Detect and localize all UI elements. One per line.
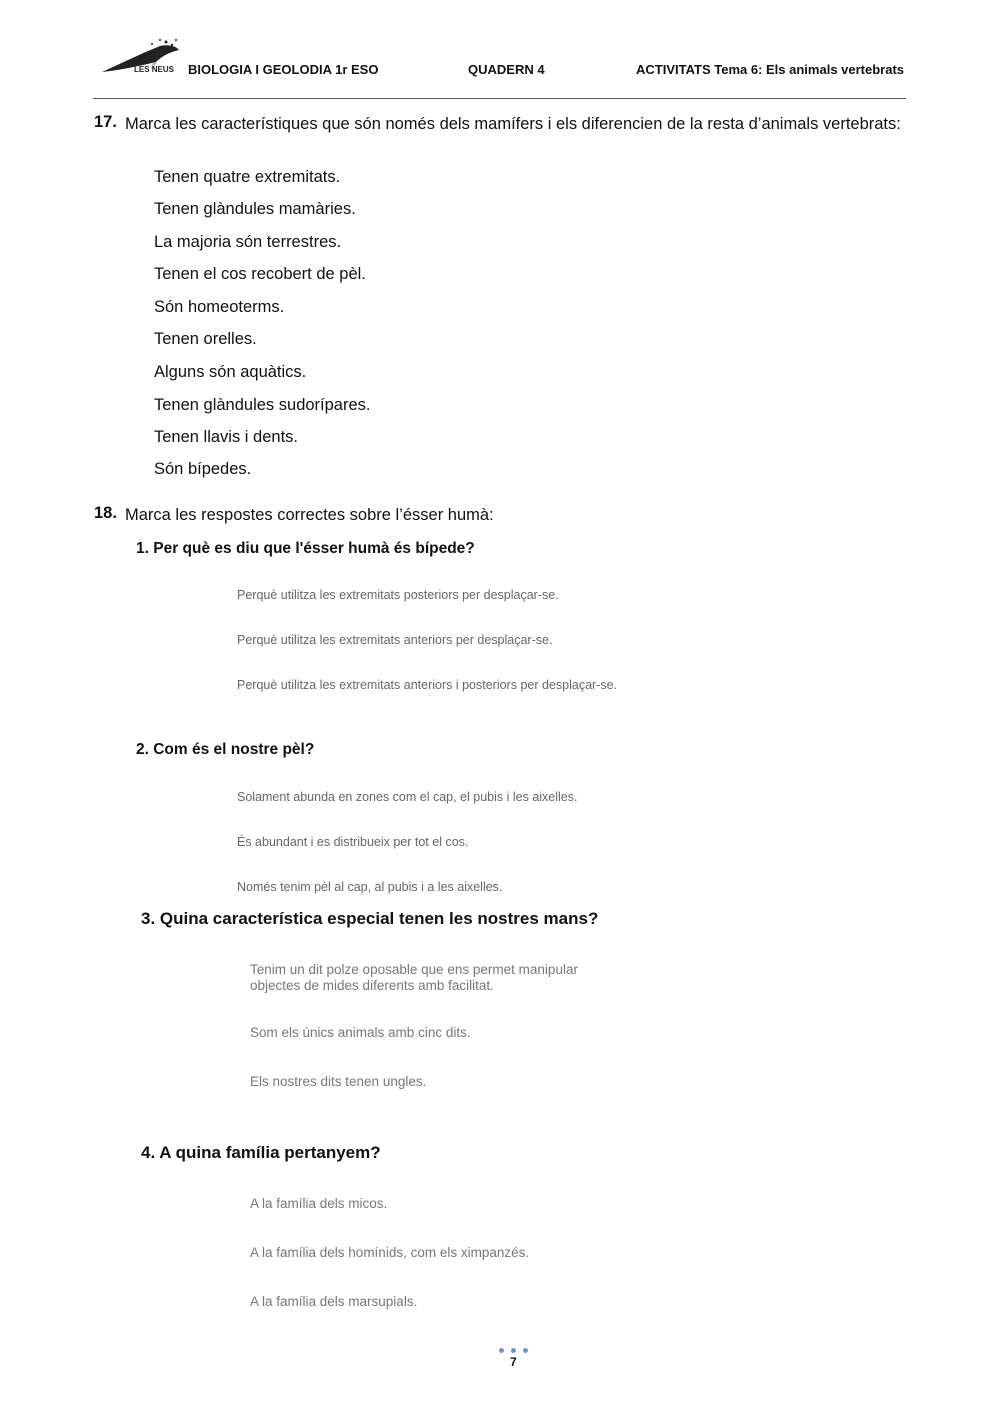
answer-option[interactable]: Solament abunda en zones com el cap, el pubis i les aixelles. bbox=[237, 790, 578, 804]
subquestion-title: 3. Quina característica especial tenen les nostres mans? bbox=[141, 909, 599, 928]
subquestion-title: 4. A quina família pertanyem? bbox=[141, 1143, 381, 1162]
header-activities: ACTIVITATS Tema 6: Els animals vertebrats bbox=[636, 62, 905, 77]
q17-option[interactable]: Tenen glàndules sudorípares. bbox=[154, 396, 371, 414]
q18-number: 18. bbox=[94, 504, 117, 522]
answer-option[interactable]: Els nostres dits tenen ungles. bbox=[250, 1074, 427, 1089]
footer-dot bbox=[511, 1348, 516, 1353]
answer-option[interactable]: Som els únics animals amb cinc dits. bbox=[250, 1025, 471, 1040]
q17-option[interactable]: Són homeoterms. bbox=[154, 298, 285, 316]
answer-option[interactable]: A la família dels homínids, com els ximpanzés. bbox=[250, 1245, 530, 1260]
q18-prompt: Marca les respostes correctes sobre l’ésser humà: bbox=[125, 506, 494, 524]
q17-number: 17. bbox=[94, 113, 117, 131]
footer-dot bbox=[499, 1348, 504, 1353]
answer-option[interactable]: Perquè utilitza les extremitats posteriors per desplaçar-se. bbox=[237, 588, 559, 602]
answer-option[interactable]: A la família dels marsupials. bbox=[250, 1294, 418, 1309]
answer-option[interactable]: És abundant i es distribueix per tot el cos. bbox=[237, 835, 469, 849]
q17-option[interactable]: Tenen llavis i dents. bbox=[154, 428, 298, 446]
header-notebook: QUADERN 4 bbox=[468, 62, 545, 77]
header-divider bbox=[93, 98, 906, 99]
q17-option[interactable]: Tenen glàndules mamàries. bbox=[154, 200, 356, 218]
answer-option[interactable]: Perquè utilitza les extremitats anteriors per desplaçar-se. bbox=[237, 633, 553, 647]
footer-dot bbox=[523, 1348, 528, 1353]
header-subject: BIOLOGIA I GEOLODIA 1r ESO bbox=[188, 62, 379, 77]
q17-option[interactable]: La majoria són terrestres. bbox=[154, 233, 342, 251]
answer-option[interactable]: A la família dels micos. bbox=[250, 1196, 388, 1211]
q17-prompt: Marca les característiques que són només dels mamífers i els diferencien de la resta d’animals vertebrats: bbox=[125, 115, 901, 133]
q17-option[interactable]: Tenen el cos recobert de pèl. bbox=[154, 265, 366, 283]
q17-option[interactable]: Són bípedes. bbox=[154, 460, 252, 478]
q17-option[interactable]: Alguns són aquàtics. bbox=[154, 363, 307, 381]
answer-option[interactable]: Només tenim pèl al cap, al pubis i a les aixelles. bbox=[237, 880, 503, 894]
q17-option[interactable]: Tenen quatre extremitats. bbox=[154, 168, 341, 186]
page-number: 7 bbox=[510, 1355, 517, 1369]
answer-option[interactable]: Perquè utilitza les extremitats anteriors i posteriors per desplaçar-se. bbox=[237, 678, 618, 692]
answer-option[interactable]: Tenim un dit polze oposable que ens permet manipular objectes de mides diferents amb facilitat. bbox=[250, 962, 578, 993]
subquestion-title: 2. Com és el nostre pèl? bbox=[136, 741, 315, 758]
subquestion-title: 1. Per què es diu que l'ésser humà és bípede? bbox=[136, 540, 475, 557]
logo-small-text: COL·LEGI bbox=[149, 50, 161, 71]
q17-option[interactable]: Tenen orelles. bbox=[154, 330, 257, 348]
logo-text: LES NEUS bbox=[134, 65, 175, 74]
school-logo bbox=[100, 36, 182, 78]
